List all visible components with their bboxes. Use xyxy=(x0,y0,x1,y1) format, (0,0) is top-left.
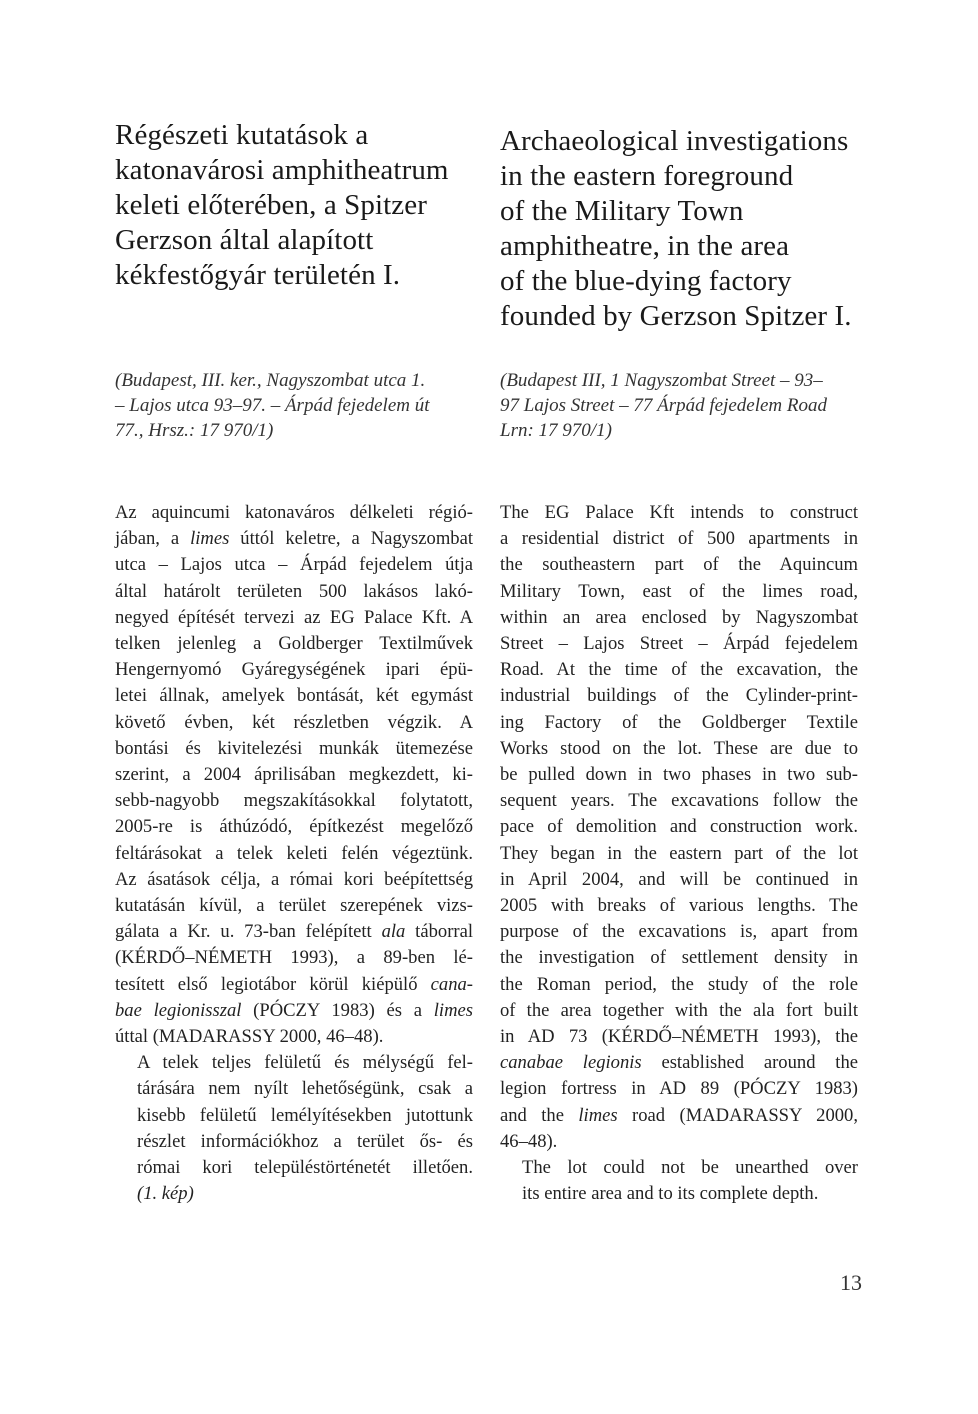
text-line: in April 2004, and will be continued in xyxy=(500,868,858,890)
text-line: Street – Lajos Street – Árpád fejedelem xyxy=(500,633,858,655)
text-line xyxy=(115,998,473,1024)
text-line: The EG Palace Kft intends to construct xyxy=(500,502,858,523)
italic-term: (1. kép) xyxy=(137,1183,194,1205)
italic-term: canabae legionis xyxy=(500,1052,642,1074)
text-line: követő évben, két részletben végzik. A xyxy=(115,711,473,733)
title-line: kékfestőgyár területén I. xyxy=(115,259,401,291)
english-paragraph-2 xyxy=(500,1155,858,1207)
text-fragment: tesített első legiotábor körül kiépülő xyxy=(115,973,431,995)
text-line xyxy=(115,1181,473,1207)
italic-term: ala xyxy=(381,921,406,943)
text-line: industrial buildings of the Cylinder-print- xyxy=(500,685,858,707)
text-line: Road. At the time of the excavation, the xyxy=(500,659,858,681)
title-line: Gerzson által alapított xyxy=(115,224,374,256)
text-line: 2005 with breaks of various lengths. The xyxy=(500,895,858,917)
text-line: the investigation of settlement density in xyxy=(500,947,858,969)
text-line: feltárásokat a telek keleti felén végeztünk. xyxy=(115,842,473,864)
text-line: Hengernyomó Gyáregységének ipari épü- xyxy=(115,659,473,681)
address-line: 97 Lajos Street – 77 Árpád fejedelem Road xyxy=(500,395,827,416)
text-line: letei állnak, amelyek bontását, két egymást xyxy=(115,685,473,707)
page-number: 13 xyxy=(840,1270,862,1295)
text-line: 2005-re is áthúzódó, építkezést megelőző xyxy=(115,816,473,838)
text-fragment: táborral xyxy=(405,921,473,943)
address-line: (Budapest, III. ker., Nagyszombat utca 1. xyxy=(115,370,426,391)
hungarian-paragraph-1 xyxy=(115,500,473,1050)
text-line: úttal (MADARASSY 2000, 46–48). xyxy=(115,1026,384,1048)
text-line: által határolt területen 500 lakásos lakó- xyxy=(115,580,473,602)
text-line xyxy=(115,972,473,998)
title-line: of the blue-dying factory xyxy=(500,265,792,297)
text-line: legion fortress in AD 89 (PÓCZY 1983) xyxy=(500,1078,858,1100)
title-line: founded by Gerzson Spitzer I. xyxy=(500,300,852,332)
text-fragment: (PÓCZY 1983) és a xyxy=(241,999,434,1021)
text-line: within an area enclosed by Nagyszombat xyxy=(500,606,858,628)
english-address xyxy=(500,368,827,443)
text-line xyxy=(115,919,473,945)
text-line: szerint, a 2004 áprilisában megkezdett, ki- xyxy=(115,764,473,786)
text-line: negyed építését tervezi az EG Palace Kft. A xyxy=(115,606,473,628)
italic-term: cana- xyxy=(430,973,473,995)
english-title xyxy=(500,124,852,334)
text-line: Az ásatások célja, a római kori beépítettség xyxy=(115,868,473,890)
text-line: bontási és kivitelezési munkák ütemezése xyxy=(115,737,473,759)
text-line: its entire area and to its complete depth. xyxy=(522,1183,819,1205)
text-line: római kori településtörténetét illetően. xyxy=(137,1157,473,1179)
hungarian-paragraph-2 xyxy=(115,1050,473,1207)
title-line: Régészeti kutatások a xyxy=(115,119,369,151)
hungarian-address xyxy=(115,368,430,443)
text-line: 46–48). xyxy=(500,1130,558,1152)
text-line: a residential district of 500 apartments in xyxy=(500,528,858,550)
hungarian-title xyxy=(115,118,449,293)
text-line xyxy=(500,1103,858,1129)
title-line: amphitheatre, in the area xyxy=(500,230,790,262)
text-line: Works stood on the lot. These are due to xyxy=(500,737,858,759)
text-line: telken jelenleg a Goldberger Textilművek xyxy=(115,633,473,655)
text-line: the southeastern part of the Aquincum xyxy=(500,554,858,576)
title-line: keleti előterében, a Spitzer xyxy=(115,189,427,221)
text-line: kutatásán kívül, a terület szerepének vizs- xyxy=(115,895,473,917)
address-line: (Budapest III, 1 Nagyszombat Street – 93– xyxy=(500,370,823,391)
text-fragment: road (MADARASSY 2000, xyxy=(617,1104,859,1126)
text-line: be pulled down in two phases in two sub- xyxy=(500,764,858,786)
text-line: the Roman period, the study of the role xyxy=(500,973,858,995)
title-line: in the eastern foreground xyxy=(500,160,794,192)
text-fragment: úttól keletre, a Nagyszombat xyxy=(229,528,473,550)
text-line: utca – Lajos utca – Árpád fejedelem útja xyxy=(115,554,473,576)
text-line xyxy=(115,526,473,552)
address-line: – Lajos utca 93–97. – Árpád fejedelem út xyxy=(115,395,430,416)
italic-term: limes xyxy=(190,528,230,550)
title-line: Archaeological investigations xyxy=(500,125,849,157)
text-line: purpose of the excavations is, apart from xyxy=(500,921,858,943)
text-line: (KÉRDŐ–NÉMETH 1993), a 89-ben lé- xyxy=(115,947,473,969)
address-line: 77., Hrsz.: 17 970/1) xyxy=(115,420,274,441)
english-body xyxy=(500,500,858,1207)
address-line: Lrn: 17 970/1) xyxy=(500,420,612,441)
text-line: in AD 73 (KÉRDŐ–NÉMETH 1993), the xyxy=(500,1026,858,1048)
hungarian-body xyxy=(115,500,473,1207)
title-line: of the Military Town xyxy=(500,195,744,227)
text-line: The lot could not be unearthed over xyxy=(522,1157,858,1179)
text-line: They began in the eastern part of the lot xyxy=(500,842,858,864)
text-line: pace of demolition and construction work. xyxy=(500,816,858,838)
text-line: sebb-nagyobb megszakításokkal folytatott, xyxy=(115,790,473,812)
text-line: A telek teljes felületű és mélységű fel- xyxy=(137,1052,473,1074)
text-fragment: and the xyxy=(500,1104,579,1126)
text-line: ing Factory of the Goldberger Textile xyxy=(500,711,858,733)
text-line: of the area together with the ala fort built xyxy=(500,999,858,1021)
text-fragment: gálata a Kr. u. 73-ban felépített xyxy=(115,921,382,943)
italic-term: limes xyxy=(578,1104,618,1126)
english-paragraph-1 xyxy=(500,500,858,1155)
text-line: tárására nem nyílt lehetőségünk, csak a xyxy=(137,1078,473,1100)
text-line: sequent years. The excavations follow the xyxy=(500,790,858,812)
text-fragment: jában, a xyxy=(115,528,191,550)
text-line: kisebb felületű lemélyítésekben jutottunk xyxy=(137,1104,473,1126)
text-line xyxy=(500,1050,858,1076)
text-line: Military Town, east of the limes road, xyxy=(500,580,858,602)
text-line: Az aquincumi katonaváros délkeleti régió- xyxy=(115,502,473,523)
italic-term: bae legionisszal xyxy=(115,999,242,1021)
italic-term: limes xyxy=(433,999,474,1021)
text-line: részlet információkhoz a terület ős- és xyxy=(137,1130,473,1152)
title-line: katonavárosi amphitheatrum xyxy=(115,154,449,186)
text-fragment: established around the xyxy=(641,1052,858,1074)
